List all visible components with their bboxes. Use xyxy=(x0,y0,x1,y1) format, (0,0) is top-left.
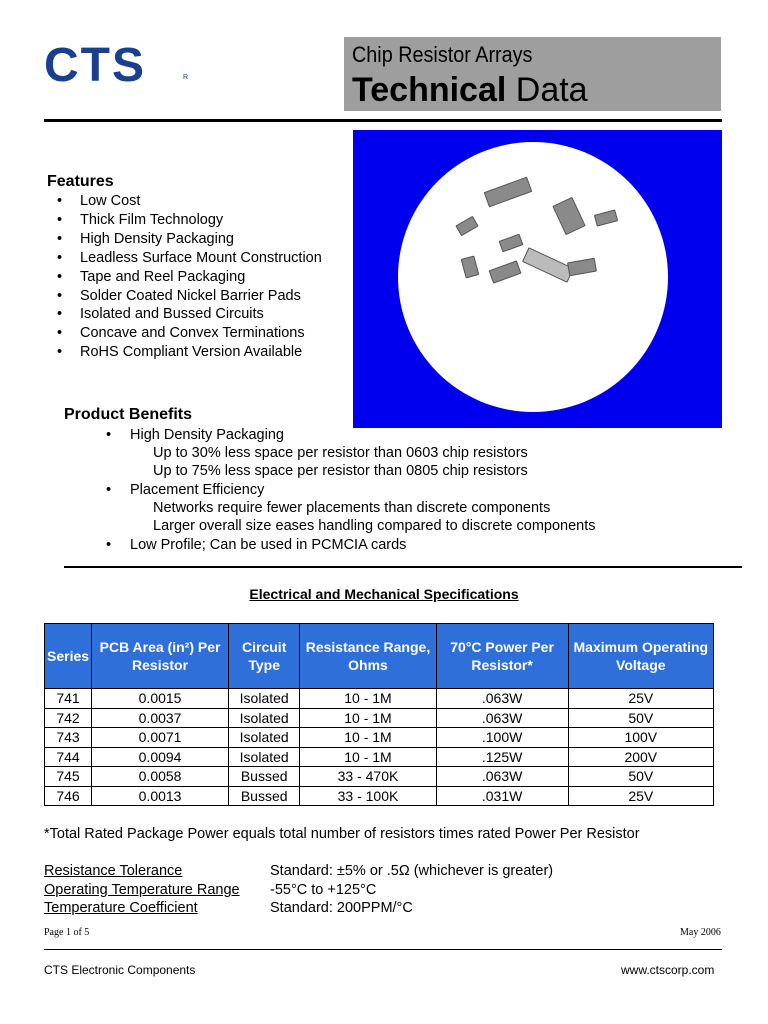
feature-item: • Leadless Surface Mount Construction xyxy=(45,249,355,268)
table-cell: 10 - 1M xyxy=(300,689,436,709)
features-heading: Features xyxy=(47,173,114,190)
chip-image xyxy=(522,247,574,283)
table-cell: .063W xyxy=(436,767,568,787)
publish-date: May 2006 xyxy=(680,927,721,938)
property-row xyxy=(44,899,413,917)
specs-column-header: Maximum Operating Voltage xyxy=(568,624,713,689)
specs-column-header: Circuit Type xyxy=(229,624,300,689)
table-cell: .125W xyxy=(436,747,568,767)
table-row xyxy=(45,747,714,767)
table-cell: .063W xyxy=(436,708,568,728)
specs-column-header: Resistance Range, Ohms xyxy=(300,624,436,689)
chip-image xyxy=(594,209,618,226)
table-cell: 742 xyxy=(45,708,92,728)
table-cell: 200V xyxy=(568,747,713,767)
benefit-item xyxy=(106,536,726,554)
feature-item: • Thick Film Technology xyxy=(45,211,355,230)
chip-image xyxy=(552,197,585,235)
specs-column-header: 70°C Power Per Resistor* xyxy=(436,624,568,689)
table-cell: .100W xyxy=(436,728,568,748)
table-cell: 100V xyxy=(568,728,713,748)
table-cell: 0.0037 xyxy=(92,708,229,728)
table-cell: 10 - 1M xyxy=(300,708,436,728)
table-row xyxy=(45,767,714,787)
features-list xyxy=(45,192,355,362)
benefit-detail: Networks require fewer placements than discrete components xyxy=(153,500,551,516)
benefit-detail: Larger overall size eases handling compared to discrete components xyxy=(153,518,596,534)
title-bold: Technical xyxy=(352,71,507,109)
specs-title: Electrical and Mechanical Specifications xyxy=(249,586,519,602)
specs-table xyxy=(44,623,714,806)
property-row xyxy=(44,862,553,880)
benefit-item xyxy=(106,481,726,535)
document-title xyxy=(352,70,588,110)
chip-image xyxy=(461,256,480,279)
bullet-icon: • xyxy=(106,537,112,553)
website-link[interactable]: www.ctscorp.com xyxy=(621,963,715,977)
table-row xyxy=(45,786,714,806)
table-cell: .031W xyxy=(436,786,568,806)
table-cell: 744 xyxy=(45,747,92,767)
table-cell: 0.0013 xyxy=(92,786,229,806)
registered-mark: R xyxy=(183,74,189,81)
benefit-label: High Density Packaging xyxy=(130,427,284,443)
benefit-detail: Up to 30% less space per resistor than 0603 chip resistors xyxy=(153,445,528,461)
benefit-item xyxy=(106,426,726,480)
feature-item: • Tape and Reel Packaging xyxy=(45,268,355,287)
table-cell: 0.0094 xyxy=(92,747,229,767)
feature-item: • High Density Packaging xyxy=(45,230,355,249)
table-cell: 25V xyxy=(568,786,713,806)
chip-image xyxy=(455,216,478,236)
table-cell: .063W xyxy=(436,689,568,709)
chip-image xyxy=(567,258,597,277)
bullet-icon: • xyxy=(106,427,112,443)
footnote: *Total Rated Package Power equals total number of resistors times rated Power Per Resistor xyxy=(44,826,640,842)
table-row xyxy=(45,728,714,748)
footer-rule xyxy=(44,949,722,950)
table-cell: 743 xyxy=(45,728,92,748)
bullet-icon: • xyxy=(106,482,112,498)
table-cell: Bussed xyxy=(229,786,300,806)
table-cell: 0.0071 xyxy=(92,728,229,748)
table-cell: 50V xyxy=(568,767,713,787)
feature-item: • Solder Coated Nickel Barrier Pads xyxy=(45,287,355,306)
table-cell: 33 - 470K xyxy=(300,767,436,787)
table-cell: 0.0058 xyxy=(92,767,229,787)
logo-text: CTS xyxy=(44,39,146,92)
benefit-label: Placement Efficiency xyxy=(130,482,265,498)
property-key: Resistance Tolerance xyxy=(44,863,183,879)
feature-item: • Concave and Convex Terminations xyxy=(45,324,355,343)
table-cell: Isolated xyxy=(229,728,300,748)
chip-image xyxy=(489,260,522,283)
photo-disc xyxy=(398,142,668,412)
table-row xyxy=(45,708,714,728)
table-cell: 25V xyxy=(568,689,713,709)
table-cell: Isolated xyxy=(229,689,300,709)
property-value: -55°C to +125°C xyxy=(270,882,377,898)
header-rule xyxy=(44,119,722,122)
property-row xyxy=(44,881,376,899)
property-value: Standard: 200PPM/°C xyxy=(270,900,413,916)
benefits-heading: Product Benefits xyxy=(64,406,193,423)
section-rule xyxy=(64,566,742,568)
chip-image xyxy=(484,177,533,208)
feature-item: • Low Cost xyxy=(45,192,355,211)
specs-column-header: PCB Area (in²) Per Resistor xyxy=(92,624,229,689)
property-key: Temperature Coefficient xyxy=(44,900,198,916)
specs-header-row xyxy=(45,624,714,689)
company-name: CTS Electronic Components xyxy=(44,963,196,977)
cts-logo xyxy=(44,39,194,92)
table-cell: 33 - 100K xyxy=(300,786,436,806)
benefits-list xyxy=(106,426,726,555)
product-photo xyxy=(353,130,722,428)
feature-item: • Isolated and Bussed Circuits xyxy=(45,305,355,324)
table-cell: Isolated xyxy=(229,747,300,767)
benefit-detail: Up to 75% less space per resistor than 0805 chip resistors xyxy=(153,463,528,479)
table-cell: 741 xyxy=(45,689,92,709)
title-light: Data xyxy=(515,71,588,109)
table-cell: 745 xyxy=(45,767,92,787)
feature-item: • RoHS Compliant Version Available xyxy=(45,343,355,362)
table-cell: 10 - 1M xyxy=(300,728,436,748)
table-cell: Isolated xyxy=(229,708,300,728)
benefit-label: Low Profile; Can be used in PCMCIA cards xyxy=(130,537,407,553)
property-value: Standard: ±5% or .5Ω (whichever is greater) xyxy=(270,863,554,879)
table-cell: 746 xyxy=(45,786,92,806)
table-cell: 10 - 1M xyxy=(300,747,436,767)
property-key: Operating Temperature Range xyxy=(44,882,240,898)
table-cell: Bussed xyxy=(229,767,300,787)
table-row xyxy=(45,689,714,709)
page-number: Page 1 of 5 xyxy=(44,927,90,938)
chip-image xyxy=(499,234,524,253)
document-subtitle: Chip Resistor Arrays xyxy=(352,42,533,67)
specs-column-header: Series xyxy=(45,624,92,689)
table-cell: 0.0015 xyxy=(92,689,229,709)
table-cell: 50V xyxy=(568,708,713,728)
